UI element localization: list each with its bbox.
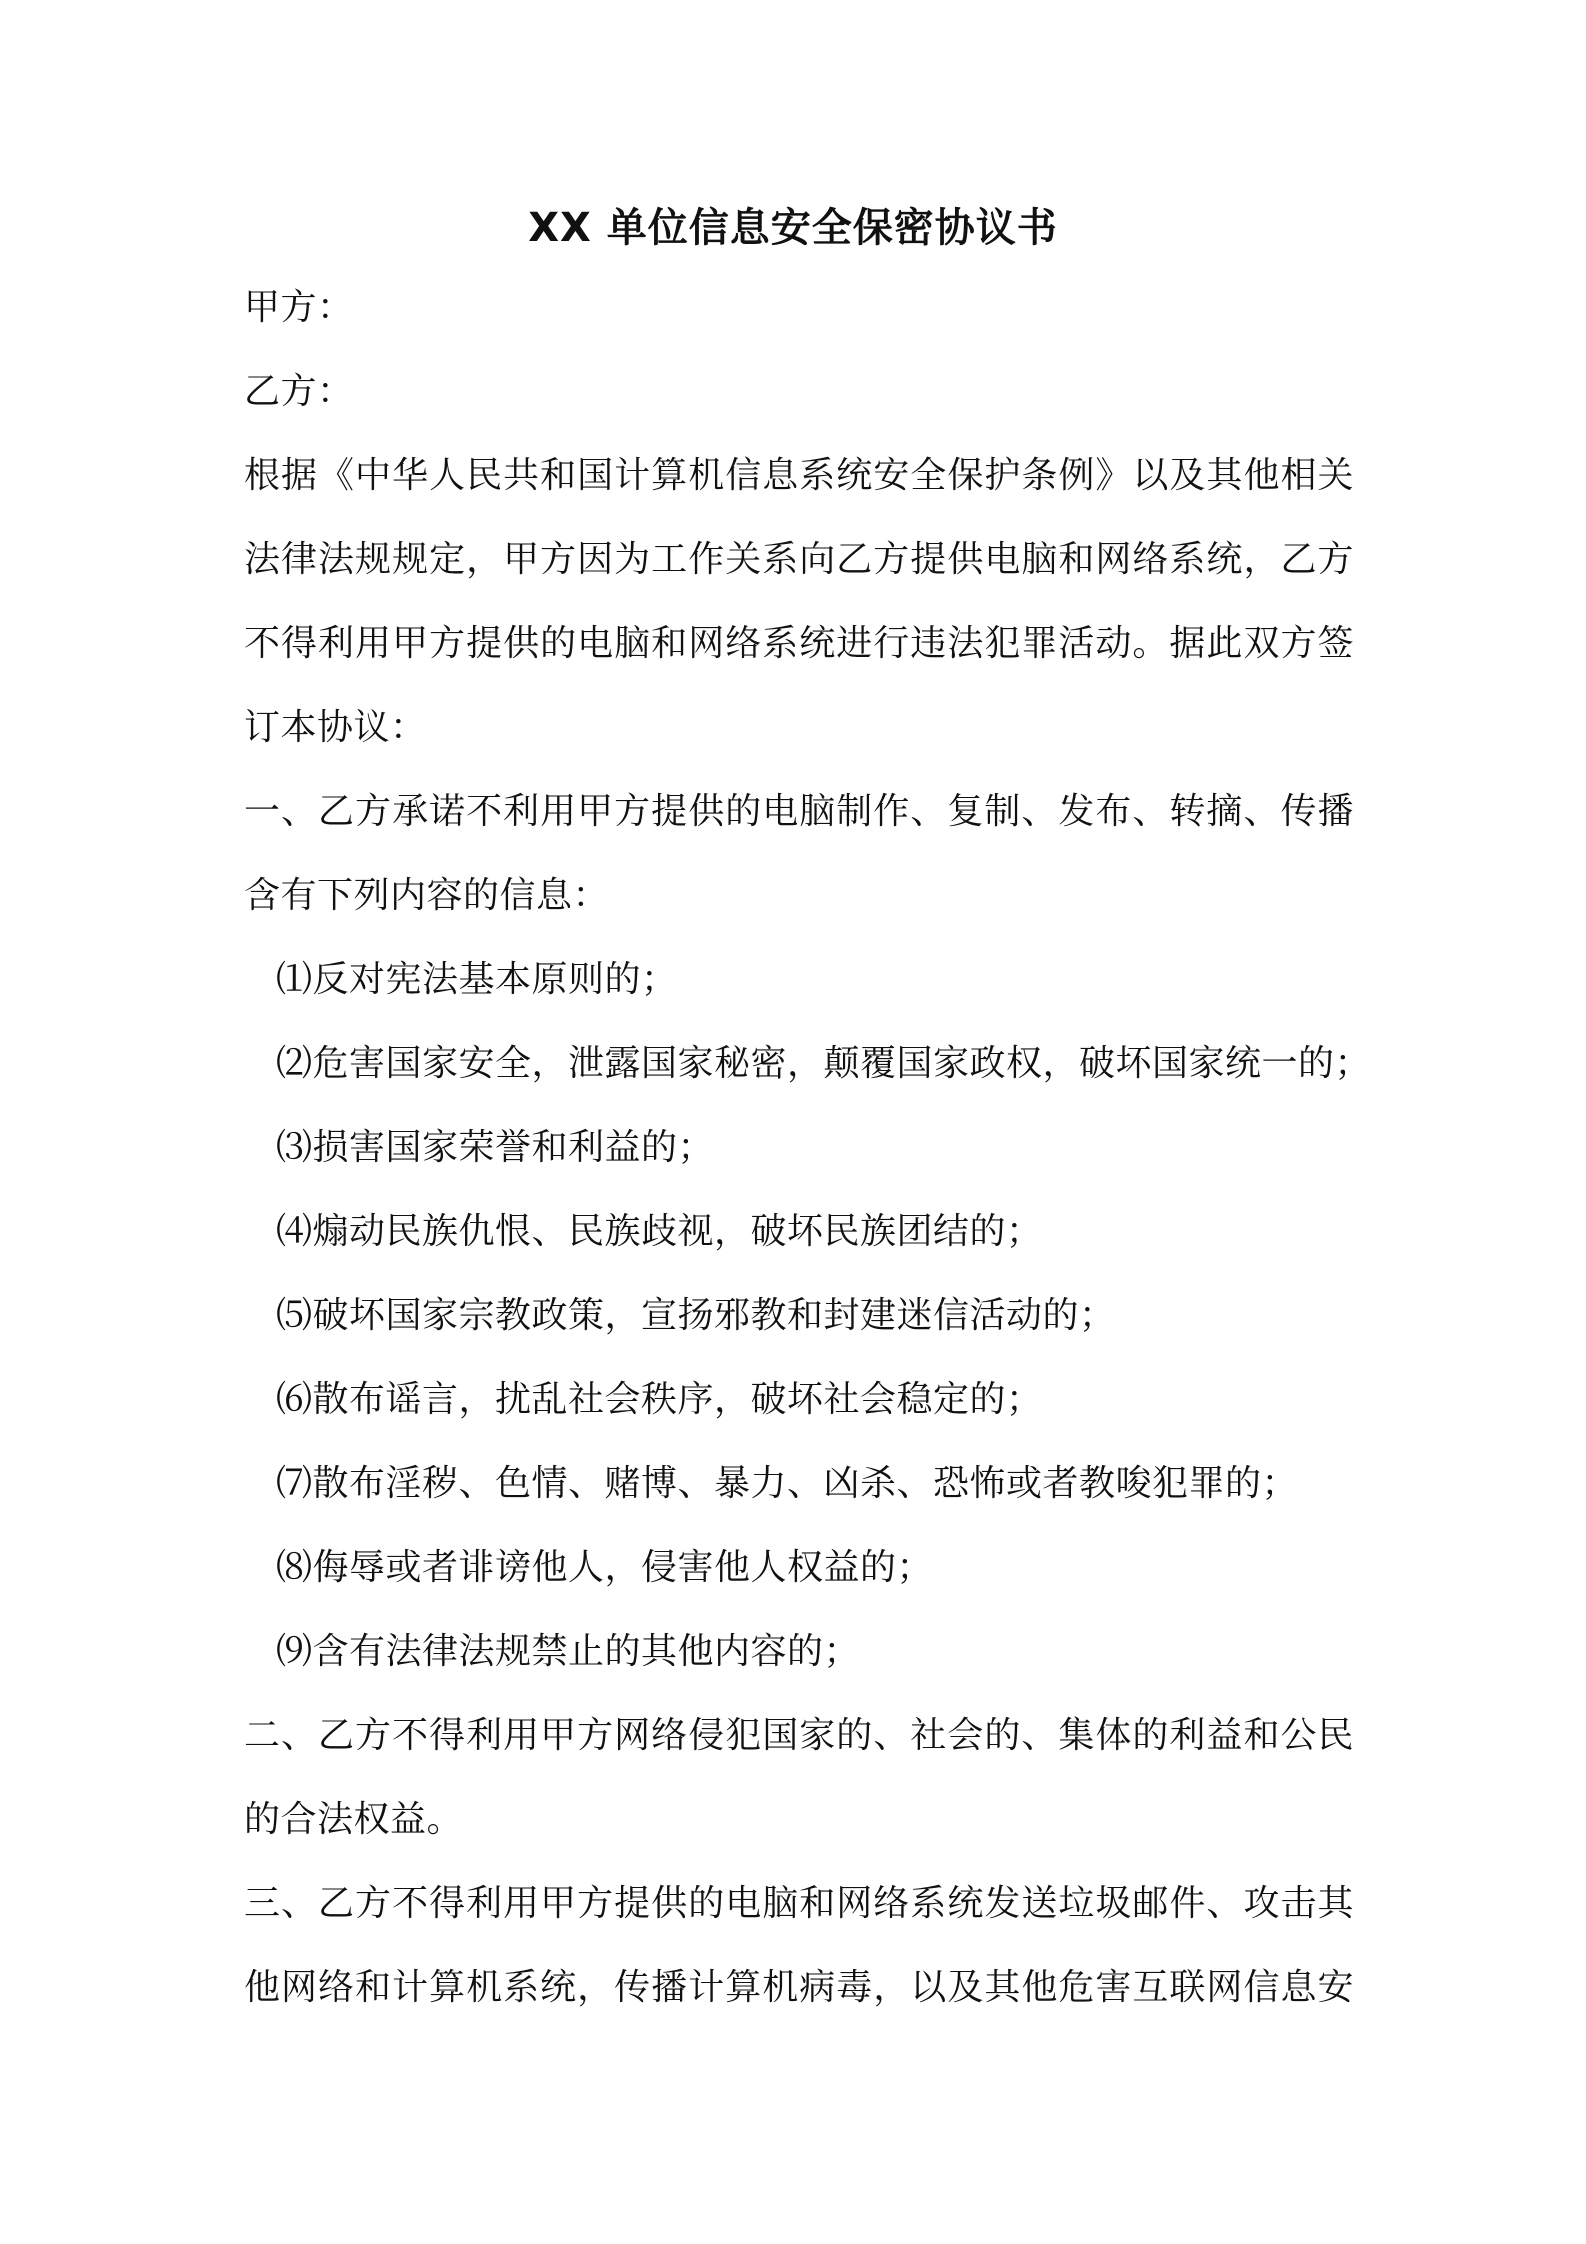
preamble-line: 不得利用甲方提供的电脑和网络系统进行违法犯罪活动。据此双方签 [244,623,1354,664]
prohibited-item: ⑵危害国家安全，泄露国家秘密，颠覆国家政权，破坏国家统一的； [276,1043,1372,1084]
prohibited-item: ⑶损害国家荣誉和利益的； [276,1127,715,1168]
prohibited-item: ⑷煽动民族仇恨、民族歧视，破坏民族团结的； [276,1211,1043,1252]
clause-2-line: 二、乙方不得利用甲方网络侵犯国家的、社会的、集体的利益和公民 [244,1715,1354,1756]
party-a-label: 甲方： [244,287,354,328]
prohibited-item: ⑹散布谣言，扰乱社会秩序，破坏社会稳定的； [276,1379,1043,1420]
clause-3-line: 他网络和计算机系统，传播计算机病毒，以及其他危害互联网信息安 [244,1967,1354,2008]
clause-2-line: 的合法权益。 [244,1799,464,1840]
clause-3-line: 三、乙方不得利用甲方提供的电脑和网络系统发送垃圾邮件、攻击其 [244,1883,1354,1924]
document-title: XX 单位信息安全保密协议书 [528,205,1058,251]
preamble-line: 根据《中华人民共和国计算机信息系统安全保护条例》以及其他相关 [244,455,1354,496]
preamble-line: 订本协议： [244,707,427,748]
prohibited-item: ⑺散布淫秽、色情、赌博、暴力、凶杀、恐怖或者教唆犯罪的； [276,1463,1299,1504]
clause-1-line: 一、乙方承诺不利用甲方提供的电脑制作、复制、发布、转摘、传播 [244,791,1354,832]
prohibited-item: ⑻侮辱或者诽谤他人，侵害他人权益的； [276,1547,934,1588]
preamble-line: 法律法规规定，甲方因为工作关系向乙方提供电脑和网络系统，乙方 [244,539,1354,580]
party-b-label: 乙方： [244,371,354,412]
clause-1-line: 含有下列内容的信息： [244,875,610,916]
prohibited-item: ⑸破坏国家宗教政策，宣扬邪教和封建迷信活动的； [276,1295,1116,1336]
prohibited-item: ⑴反对宪法基本原则的； [276,959,678,1000]
prohibited-item: ⑼含有法律法规禁止的其他内容的； [276,1631,861,1672]
